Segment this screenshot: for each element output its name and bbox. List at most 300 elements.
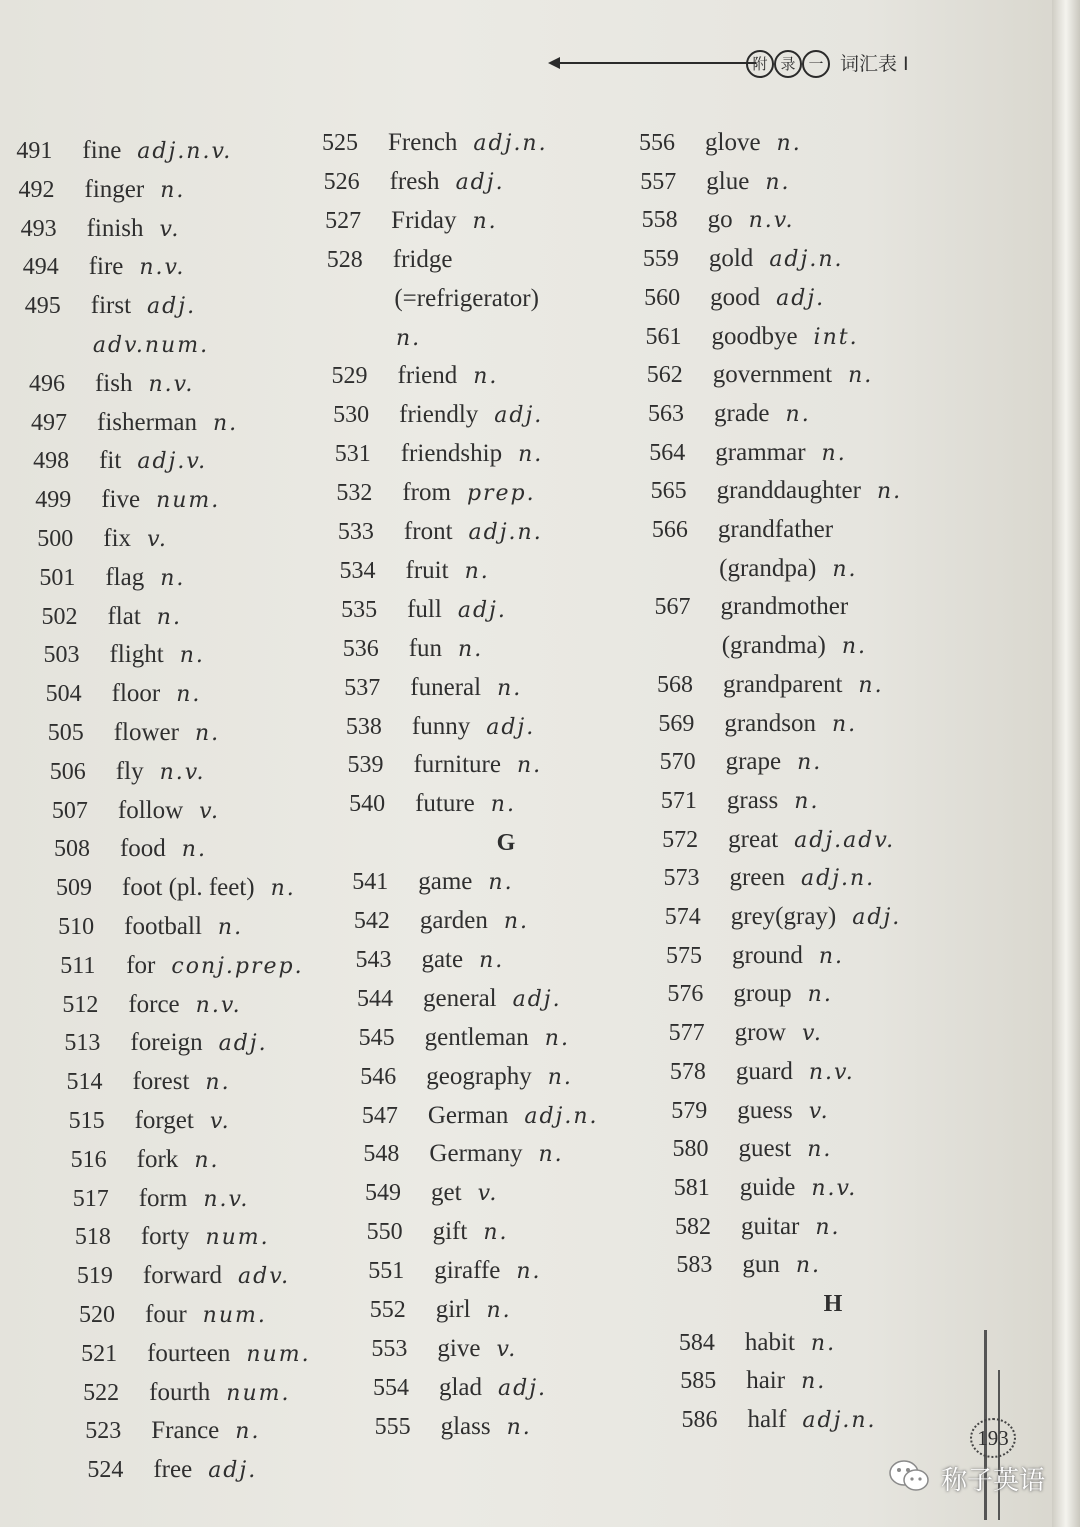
- vocab-entry: [83, 1378, 290, 1408]
- vocab-entry: [333, 400, 543, 430]
- entry-part-of-speech: n.: [270, 876, 296, 902]
- entry-number: 502: [41, 603, 78, 630]
- vocab-entry: [73, 1184, 250, 1214]
- entry-number: 541: [352, 869, 389, 896]
- entry-part-of-speech: adj.: [494, 403, 544, 429]
- entry-part-of-speech: n.: [807, 982, 833, 1008]
- vocab-entry: [375, 1412, 532, 1442]
- entry-word: French: [388, 129, 458, 156]
- entry-word: floor: [111, 680, 161, 708]
- entry-part-of-speech: n.: [490, 792, 516, 818]
- entry-word: fork: [136, 1145, 179, 1173]
- entry-word: good: [710, 283, 761, 311]
- entry-part-of-speech: adj.n.: [801, 866, 876, 892]
- vocab-entry: [39, 563, 185, 593]
- entry-word: five: [101, 486, 141, 514]
- vocab-entry: [675, 1212, 841, 1242]
- vocab-entry: [346, 712, 535, 742]
- entry-number: 538: [345, 713, 382, 740]
- entry-number: 509: [56, 875, 93, 902]
- entry-word: hair: [746, 1367, 786, 1395]
- vocab-entry: [662, 825, 895, 855]
- entry-number: 530: [333, 402, 370, 429]
- entry-part-of-speech: v.: [199, 798, 220, 824]
- entry-number: 504: [45, 681, 82, 708]
- entry-number: 510: [58, 914, 95, 940]
- vocab-entry: [663, 863, 875, 893]
- vocab-entry: [666, 941, 844, 971]
- section-heading: H: [823, 1291, 843, 1317]
- vocab-entry: [328, 284, 555, 314]
- entry-part-of-speech: adj.v.: [137, 449, 208, 475]
- entry-part-of-speech: n.: [858, 672, 884, 698]
- running-header: [548, 46, 928, 80]
- entry-word: free: [153, 1456, 193, 1484]
- entry-part-of-speech: v.: [477, 1181, 499, 1207]
- entry-number: 523: [85, 1418, 122, 1445]
- vocab-entry: [347, 750, 542, 780]
- vocab-entry: [336, 478, 535, 508]
- entry-word: green: [729, 864, 785, 892]
- vocab-entry: [71, 1145, 220, 1175]
- vocab-entry: [373, 1373, 547, 1403]
- entry-word: follow: [117, 796, 184, 824]
- entry-number: 496: [28, 370, 65, 397]
- entry-part-of-speech: adj.: [486, 714, 536, 740]
- entry-number: 537: [344, 674, 381, 701]
- entry-number: 495: [24, 293, 61, 320]
- entry-word: grape: [725, 748, 782, 776]
- entry-part-of-speech: n.: [483, 1220, 509, 1246]
- entry-word: front: [403, 518, 453, 545]
- entry-number: 578: [669, 1058, 706, 1085]
- entry-number: 556: [639, 130, 675, 156]
- entry-part-of-speech: int.: [813, 324, 859, 350]
- entry-part-of-speech: n.: [488, 870, 514, 896]
- entry-part-of-speech: n.: [821, 440, 847, 466]
- entry-word: government: [712, 361, 833, 389]
- entry-number: 574: [664, 904, 701, 930]
- entry-word: flight: [109, 641, 164, 669]
- entry-number: 559: [642, 246, 679, 273]
- vocab-entry: [360, 1062, 573, 1092]
- entry-number: 573: [663, 865, 700, 892]
- entry-number: 566: [651, 517, 688, 543]
- entry-part-of-speech: adj.: [776, 285, 826, 311]
- entry-number: 577: [668, 1020, 705, 1047]
- vocab-entry: [652, 515, 849, 545]
- entry-word: forty: [140, 1223, 190, 1251]
- vocab-entry: [653, 554, 857, 584]
- entry-part-of-speech: n.v.: [811, 1175, 858, 1201]
- entry-part-of-speech: adj.n.v.: [137, 139, 233, 164]
- entry-word: guest: [738, 1135, 792, 1163]
- vocab-entry: [327, 245, 469, 275]
- entry-part-of-speech: n.: [815, 1214, 841, 1240]
- entry-word: garden: [419, 907, 488, 934]
- entry-number: 568: [657, 671, 694, 698]
- entry-part-of-speech: n.: [841, 634, 868, 660]
- vocab-entry: [64, 1028, 267, 1058]
- entry-number: 550: [366, 1219, 403, 1246]
- entry-number: 518: [74, 1224, 111, 1251]
- entry-number: 557: [640, 168, 677, 195]
- entry-word: group: [733, 980, 792, 1008]
- vocab-entry: [365, 1178, 498, 1208]
- entry-number: 567: [654, 594, 691, 621]
- vocab-entry: [332, 361, 499, 391]
- entry-number: 547: [361, 1102, 398, 1129]
- entry-word: form: [138, 1184, 188, 1212]
- vocab-entry: [371, 1334, 517, 1364]
- entry-part-of-speech: n.: [516, 753, 543, 779]
- entry-number: 536: [342, 635, 379, 662]
- entry-number: 516: [70, 1146, 107, 1173]
- entry-number: 532: [336, 480, 373, 507]
- vocab-entry: [340, 556, 490, 586]
- entry-part-of-speech: adj.n.: [769, 247, 844, 273]
- vocab-entry: [661, 786, 820, 816]
- entry-word: grass: [726, 786, 779, 814]
- entry-number: 543: [355, 946, 392, 973]
- vocab-entry: [343, 634, 484, 664]
- vocab-entry: [48, 718, 220, 748]
- entry-part-of-speech: n.: [458, 636, 484, 662]
- entry-word: habit: [744, 1328, 795, 1356]
- entry-part-of-speech: v.: [159, 216, 181, 242]
- entry-number: 528: [326, 246, 363, 273]
- entry-word: forward: [142, 1262, 223, 1290]
- vocab-entry: [679, 1328, 836, 1358]
- entry-word: glue: [706, 167, 750, 195]
- entry-word: fish: [94, 369, 133, 397]
- entry-part-of-speech: n.: [497, 675, 523, 701]
- vocab-entry: [665, 902, 902, 932]
- entry-word: girl: [435, 1296, 471, 1323]
- entry-word: fisherman: [97, 408, 197, 436]
- entry-part-of-speech: n.: [848, 363, 874, 389]
- entry-number: 585: [680, 1368, 717, 1395]
- vocab-entry: [671, 1096, 829, 1126]
- entry-number: 545: [358, 1024, 395, 1051]
- entry-number: 497: [31, 409, 68, 436]
- entry-part-of-speech: n.: [156, 604, 182, 630]
- vocab-entry: [54, 834, 207, 864]
- vocab-entry: [335, 439, 544, 469]
- entry-part-of-speech: n.: [194, 721, 221, 746]
- vocab-entry: [58, 912, 243, 942]
- header-title: 词汇表 I: [840, 53, 909, 75]
- entry-word: gun: [742, 1251, 780, 1279]
- entry-word: grow: [734, 1019, 786, 1047]
- vocab-entry: [85, 1416, 260, 1446]
- vocab-entry: [341, 595, 507, 625]
- vocab-entry: [25, 291, 196, 321]
- vocab-entry: [667, 979, 833, 1009]
- vocab-entry: [37, 524, 168, 554]
- entry-word: great: [728, 825, 779, 853]
- entry-number: 501: [39, 564, 76, 591]
- entry-number: 576: [667, 981, 704, 1008]
- vocab-entry: [33, 446, 207, 476]
- entry-number: 572: [662, 826, 699, 853]
- entry-word: football: [124, 913, 202, 940]
- entry-number: 561: [645, 323, 682, 350]
- entry-number: 544: [357, 985, 394, 1012]
- entry-part-of-speech: n.v.: [748, 208, 795, 234]
- entry-number: 552: [369, 1297, 406, 1323]
- vocab-entry: [367, 1217, 509, 1247]
- vocab-entry: [648, 399, 811, 429]
- vocab-entry: [16, 136, 232, 166]
- entry-word: grandson: [724, 709, 816, 737]
- entry-word: glass: [440, 1412, 491, 1440]
- entry-number: 508: [53, 836, 90, 863]
- entry-part-of-speech: adj.n.: [473, 131, 548, 156]
- entry-part-of-speech: n.: [235, 1419, 261, 1445]
- vocab-entry: [654, 592, 864, 622]
- entry-word: fly: [115, 757, 144, 785]
- vocab-entry: [325, 206, 497, 236]
- entry-word: first: [90, 292, 132, 320]
- entry-number: 548: [363, 1141, 400, 1168]
- entry-number: 524: [87, 1457, 124, 1484]
- entry-word: guard: [735, 1057, 793, 1085]
- entry-part-of-speech: n.: [217, 915, 244, 940]
- watermark-text: 称子英语: [941, 1465, 1046, 1496]
- entry-part-of-speech: n.: [395, 325, 422, 351]
- entry-number: 555: [374, 1413, 411, 1440]
- entry-word: grey(gray): [730, 903, 837, 930]
- entry-part-of-speech: adj.: [147, 294, 197, 320]
- entry-number: 586: [681, 1407, 718, 1434]
- header-rule: [556, 62, 756, 64]
- entry-number: 526: [323, 168, 360, 195]
- vocab-entry: [672, 1134, 832, 1164]
- entry-number: 517: [72, 1185, 109, 1212]
- entry-word: fourteen: [147, 1339, 231, 1367]
- vocab-entry: [657, 670, 884, 700]
- vocab-entry: [370, 1295, 512, 1325]
- entry-number: 499: [35, 487, 72, 514]
- entry-part-of-speech: n.: [547, 1064, 573, 1090]
- entry-word: guitar: [741, 1212, 800, 1240]
- entry-word: grandmother: [720, 593, 849, 621]
- entry-number: 575: [666, 942, 703, 969]
- entry-word: goodbye: [711, 322, 798, 350]
- vocab-entry: [52, 796, 220, 826]
- vocab-entry: [352, 867, 513, 897]
- vocab-entry: [640, 167, 790, 197]
- entry-number: 513: [64, 1030, 101, 1057]
- entry-word: future: [415, 790, 475, 818]
- entry-word: flag: [105, 563, 145, 591]
- entry-part-of-speech: adj.n.: [468, 520, 543, 545]
- vocab-entry: [338, 517, 543, 547]
- vocab-entry: [31, 408, 238, 438]
- entry-word: forget: [134, 1107, 194, 1134]
- vocab-entry: [649, 438, 846, 468]
- vocab-entry: [27, 330, 209, 360]
- entry-number: 539: [347, 752, 384, 779]
- section-heading: G: [496, 830, 516, 857]
- entry-part-of-speech: n.: [876, 479, 903, 505]
- entry-word: Germany: [429, 1140, 523, 1168]
- entry-word: fourth: [149, 1378, 211, 1406]
- entry-word: finish: [86, 214, 144, 242]
- entry-number: 520: [79, 1302, 115, 1328]
- entry-part-of-speech: adj.: [455, 169, 505, 195]
- entry-word: (grandpa): [719, 554, 817, 582]
- entry-word: fridge: [392, 245, 453, 273]
- entry-number: 579: [671, 1097, 708, 1124]
- entry-number: 583: [676, 1252, 713, 1279]
- entry-part-of-speech: prep.: [466, 481, 536, 507]
- entry-word: ground: [732, 941, 803, 969]
- vocab-entry: [643, 244, 844, 274]
- entry-word: guess: [737, 1096, 793, 1124]
- entry-part-of-speech: n.: [832, 556, 858, 582]
- entry-number: 534: [339, 557, 376, 584]
- entry-number: 519: [76, 1263, 113, 1290]
- vocab-entry: [651, 476, 903, 506]
- entry-part-of-speech: n.: [518, 442, 544, 468]
- entry-word: finger: [84, 175, 145, 203]
- vocab-entry: [23, 252, 186, 282]
- vocab-entry: [62, 990, 241, 1020]
- entry-part-of-speech: n.: [213, 410, 239, 436]
- entry-word: geography: [426, 1062, 532, 1090]
- entry-part-of-speech: v.: [496, 1336, 518, 1362]
- entry-word: game: [418, 868, 473, 896]
- entry-part-of-speech: adj.: [512, 986, 562, 1012]
- entry-part-of-speech: n.: [801, 1369, 827, 1395]
- entry-number: 570: [659, 749, 696, 776]
- vocab-entry: [680, 1366, 826, 1396]
- vocab-entry: [56, 873, 296, 903]
- entry-number: 581: [673, 1174, 710, 1201]
- entry-word: gentleman: [424, 1023, 529, 1051]
- vocab-entry: [656, 631, 867, 661]
- entry-number: 505: [47, 720, 84, 746]
- entry-part-of-speech: n.: [516, 1259, 542, 1285]
- wechat-icon: [888, 1458, 930, 1498]
- entry-part-of-speech: n.: [176, 682, 202, 708]
- entry-part-of-speech: conj.prep.: [171, 953, 304, 979]
- vocab-entry: [81, 1339, 311, 1369]
- entry-number: 563: [648, 400, 684, 427]
- entry-part-of-speech: n.: [479, 947, 505, 973]
- entry-word: fun: [408, 634, 443, 662]
- vocab-entry: [66, 1067, 230, 1097]
- entry-word: fruit: [405, 556, 449, 584]
- entry-number: 584: [678, 1329, 715, 1356]
- entry-part-of-speech: n.v.: [808, 1059, 855, 1085]
- entry-number: 494: [22, 254, 59, 281]
- entry-number: 515: [68, 1108, 105, 1134]
- vocab-entry: [363, 1139, 563, 1169]
- entry-word: force: [128, 990, 180, 1018]
- entry-number: 503: [43, 642, 80, 669]
- entry-number: 529: [331, 363, 368, 390]
- entry-word: four: [145, 1301, 187, 1328]
- entry-word: (=refrigerator): [394, 284, 539, 312]
- entry-part-of-speech: n.: [503, 909, 530, 934]
- entry-part-of-speech: adj.: [208, 1458, 258, 1484]
- entry-number: 527: [325, 207, 362, 234]
- entry-part-of-speech: adj.: [457, 597, 507, 623]
- header-circled-char-3: 一: [802, 50, 830, 78]
- vocab-entry: [354, 906, 529, 936]
- entry-part-of-speech: num.: [246, 1341, 311, 1367]
- entry-word: grammar: [715, 438, 806, 466]
- vocab-entry: [35, 485, 220, 515]
- entry-number: 500: [37, 526, 74, 552]
- vocab-entry: [676, 1250, 821, 1280]
- entry-word: friendly: [399, 401, 479, 429]
- entry-word: gift: [432, 1218, 468, 1246]
- entry-word: funeral: [410, 673, 482, 701]
- page-edge: [1052, 0, 1080, 1527]
- entry-number: 522: [83, 1379, 120, 1406]
- vocab-entry: [658, 709, 857, 739]
- vocab-entry: [642, 205, 795, 235]
- entry-word: fresh: [389, 167, 440, 195]
- vocab-entry: [322, 128, 548, 158]
- entry-part-of-speech: n.v.: [139, 255, 186, 281]
- entry-number: 507: [51, 797, 88, 824]
- vocab-entry: [660, 747, 823, 777]
- vocab-entry: [639, 128, 802, 158]
- entry-word: forest: [132, 1068, 190, 1096]
- entry-word: funny: [411, 712, 471, 740]
- entry-word: general: [423, 984, 497, 1012]
- entry-word: fix: [103, 525, 132, 552]
- entry-number: 514: [66, 1069, 103, 1096]
- vocab-entry: [41, 602, 182, 632]
- entry-part-of-speech: n.: [810, 1330, 837, 1356]
- entry-number: 542: [353, 908, 390, 934]
- entry-word: full: [407, 595, 442, 623]
- entry-part-of-speech: n.v.: [148, 371, 195, 397]
- entry-part-of-speech: n.: [795, 1253, 822, 1279]
- entry-word: friend: [397, 362, 458, 390]
- entry-number: 560: [644, 284, 681, 311]
- vocab-entry: [670, 1057, 855, 1087]
- vocab-entry: [330, 323, 421, 353]
- entry-word: foot (pl. feet): [122, 874, 255, 902]
- entry-word: gold: [708, 245, 754, 273]
- vocab-entry: [357, 984, 562, 1014]
- vocab-entry: [75, 1222, 270, 1252]
- entry-number: 551: [368, 1258, 405, 1285]
- entry-part-of-speech: n.: [179, 643, 205, 669]
- entry-part-of-speech: n.: [205, 1070, 231, 1096]
- entry-part-of-speech: n.: [506, 1414, 532, 1440]
- entry-word: Friday: [391, 206, 457, 234]
- vocab-entry: [77, 1261, 290, 1291]
- entry-part-of-speech: num.: [202, 1303, 267, 1328]
- vocab-entry: [29, 369, 194, 399]
- entry-word: glove: [705, 129, 761, 156]
- entry-part-of-speech: adj.adv.: [794, 827, 896, 853]
- entry-word: France: [151, 1417, 220, 1445]
- entry-word: fit: [99, 447, 122, 475]
- entry-number: 558: [641, 207, 678, 234]
- entry-part-of-speech: n.: [544, 1025, 570, 1051]
- vocab-entry: [344, 673, 522, 703]
- entry-part-of-speech: n.: [486, 1298, 512, 1323]
